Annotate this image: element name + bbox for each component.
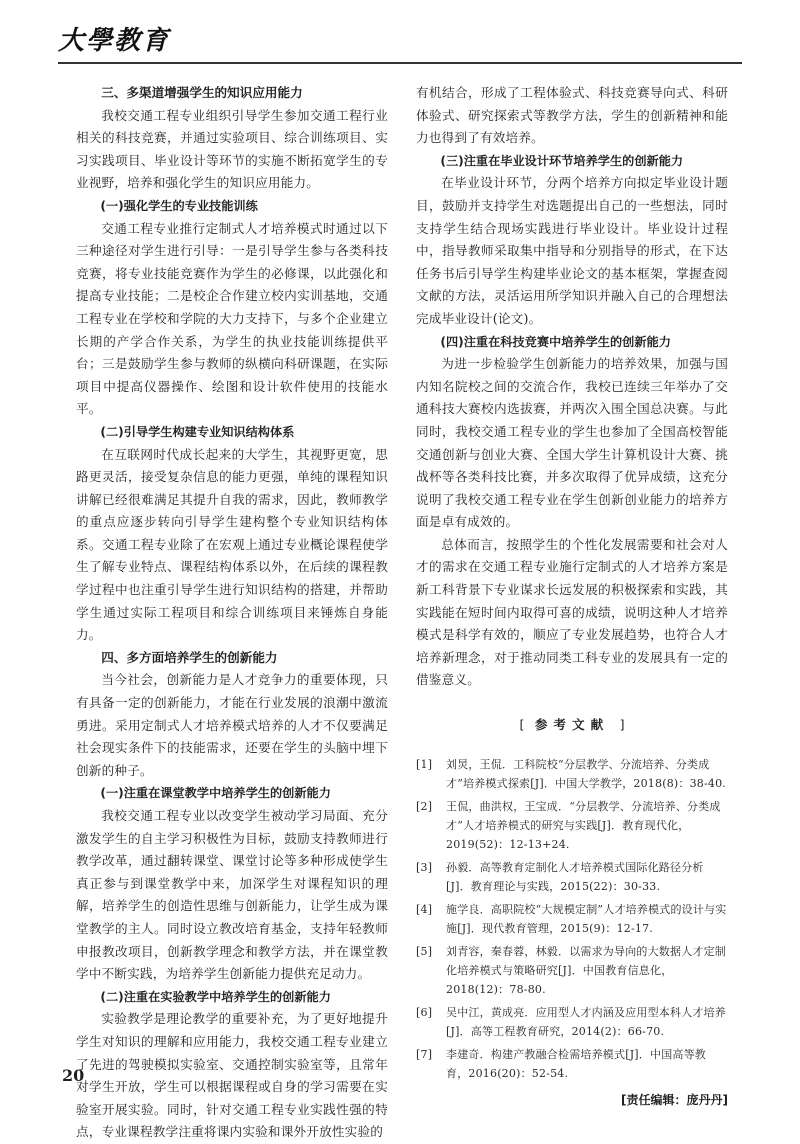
reference-text: 刘炅，王侃．工科院校“分层教学、分流培养、分类成才”培养模式探索[J]．中国大学教学，2018(8)：38-40.: [446, 758, 726, 791]
subsection-4-2-heading: (二)注重在实验教学中培养学生的创新能力: [100, 989, 331, 1004]
subsection-4-4-heading: (四)注重在科技竞赛中培养学生的创新能力: [440, 334, 671, 349]
reference-number: [6]: [416, 1006, 433, 1020]
conclusion-paragraph: 总体而言，按照学生的个性化发展需要和社会对人才的需求在交通工程专业施行定制式的人才培养方案是新工科背景下专业谋求长远发展的积极探索和实践，其实践能在短时间内取得可喜的成绩，说明这种人才培养模式是科学有效的，顺应了专业发展趋势，也符合人才培养新理念，对于推动同类工科专业的发展具有一定的借鉴意义。: [416, 536, 728, 688]
references-bracket-left: [: [519, 717, 525, 733]
reference-number: [1]: [416, 758, 433, 772]
subsection-3-1-heading: (一)强化学生的专业技能训练: [100, 198, 258, 213]
reference-item: [416, 1045, 728, 1083]
reference-text: 施学良．高职院校“大规模定制”人才培养模式的设计与实施[J]．现代教育管理，2015(9)：12-17.: [446, 903, 727, 936]
section-3-paragraph: 我校交通工程专业组织引导学生参加交通工程行业相关的科技竞赛，并通过实验项目、综合训练项目、实习实践项目、毕业设计等环节的实施不断拓宽学生的专业视野，培养和强化学生的知识应用能力。: [76, 107, 388, 191]
section-4-heading: 四、多方面培养学生的创新能力: [101, 649, 278, 665]
reference-item: [416, 942, 728, 999]
reference-number: [4]: [416, 903, 433, 917]
reference-number: [2]: [416, 800, 433, 814]
header-rule: [58, 62, 742, 64]
references-heading-text: 参考文献: [534, 717, 610, 733]
section-4-paragraph: 当今社会，创新能力是人才竞争力的重要体现，只有具备一定的创新能力，才能在行业发展的浪潮中激流勇进。采用定制式人才培养模式培养的人才不仅要满足社会现实条件下的技能需求，还要在学生的头脑中埋下创新的种子。: [76, 672, 388, 778]
reference-text: 吴中江，黄成亮．应用型人才内涵及应用型本科人才培养[J]．高等工程教育研究，2014(2)：66-70.: [446, 1006, 726, 1039]
subsection-3-2-paragraph: 在互联网时代成长起来的大学生，其视野更宽，思路更灵活，接受复杂信息的能力更强，单纯的课程知识讲解已经很难满足其提升自我的需求，因此，教师教学的重点应逐步转向引导学生建构整个专业知识结构体系。交通工程专业除了在宏观上通过专业概论课程使学生了解专业特点、课程结构体系以外，在后续的课程教学过程中也注重引导学生进行知识结构的搭建，并帮助学生通过实际工程项目和综合训练项目来锤炼自身能力。: [76, 446, 388, 643]
reference-list: [416, 755, 728, 1083]
editor-note: [责任编辑：庞丹丹]: [621, 1093, 728, 1108]
subsection-4-1-paragraph: 我校交通工程专业以改变学生被动学习局面、充分激发学生的自主学习积极性为目标，鼓励支持教师进行教学改革，通过翻转课堂、课堂讨论等多种形成使学生真正参与到课堂教学中来，加深学生对课程知识的理解，培养学生的创造性思维与创新能力，让学生成为课堂教学的主人。同时设立教改培育基金，支持年轻教师申报教改项目，创新教学理念和教学方法，并在课堂教学中不断实践，为培养学生创新能力提供充足动力。: [76, 808, 388, 982]
subsection-4-1-heading: (一)注重在课堂教学中培养学生的创新能力: [100, 786, 331, 801]
subsection-3-1-paragraph: 交通工程专业推行定制式人才培养模式时通过以下三种途径对学生进行引导：一是引导学生参与各类科技竞赛，将专业技能竞赛作为学生的必修课，以此强化和提高专业技能；二是校企合作建立校内实训基地，交通工程专业在学校和学院的大力支持下，与多个企业建立长期的产学合作关系，为学生的执业技能训练提供平台；三是鼓励学生参与教师的纵横向科研课题，在实际项目中提高仪器操作、绘图和设计软件使用的技能水平。: [76, 220, 388, 417]
reference-number: [7]: [416, 1048, 433, 1062]
subsection-4-2-continuation: 有机结合，形成了工程体验式、科技竞赛导向式、科研体验式、研究探索式等教学方法，学生的创新精神和能力也得到了有效培养。: [416, 85, 728, 146]
reference-text: 李建奇．构建产教融合检需培养模式[J]．中国高等教育，2016(20)：52-54.: [446, 1048, 706, 1081]
left-column: [76, 82, 388, 1144]
reference-number: [5]: [416, 945, 433, 959]
reference-text: 刘青容，秦春蓉，林毅．以需求为导向的大数据人才定制化培养模式与策略研究[J]．中国教育信息化，2018(12)：78-80.: [446, 945, 726, 997]
reference-item: [416, 797, 728, 854]
journal-logo: 大學教育: [58, 26, 171, 56]
section-3-heading: 三、多渠道增强学生的知识应用能力: [101, 85, 303, 100]
right-column: [416, 82, 728, 1108]
references-heading: [416, 714, 728, 733]
page-number: 20: [62, 1066, 85, 1085]
subsection-3-2-heading: (二)引导学生构建专业知识结构体系: [100, 424, 295, 439]
subsection-4-4-paragraph: 为进一步检验学生创新能力的培养效果，加强与国内知名院校之间的交流合作，我校已连续三年举办了交通科技大赛校内选拔赛，并两次入围全国总决赛。与此同时，我校交通工程专业的学生也参加了全国高校智能交通创新与创业大赛、全国大学生计算机设计大赛、挑战杯等各类科技比赛，并多次取得了优异成绩，这充分说明了我校交通工程专业在学生创新创业能力的培养方面是卓有成效的。: [416, 356, 728, 530]
subsection-4-3-paragraph: 在毕业设计环节，分两个培养方向拟定毕业设计题目，鼓励并支持学生对选题提出自己的一些想法，同时支持学生结合现场实践进行毕业设计。毕业设计过程中，指导教师采取集中指导和分别指导的形式，在下达任务书后引导学生构建毕业论文的基本框架，掌握查阅文献的方法，灵活运用所学知识并融入自己的合理想法完成毕业设计(论文)。: [416, 175, 728, 326]
reference-text: 孙毅．高等教育定制化人才培养模式国际化路径分析[J]．教育理论与实践，2015(22)：30-33.: [446, 861, 704, 894]
subsection-4-3-heading: (三)注重在毕业设计环节培养学生的创新能力: [440, 153, 684, 168]
subsection-4-2-paragraph: 实验教学是理论教学的重要补充，为了更好地提升学生对知识的理解和应用能力，我校交通工程专业建立了先进的驾驶模拟实验室、交通控制实验室等，且常年对学生开放，学生可以根据课程或自身的学习需要在实验室开展实验。同时，针对交通工程专业实践性强的特点，专业课程教学注重将课内实验和课外开放性实验的: [76, 1011, 388, 1140]
reference-text: 王侃，曲洪权，王宝成．“分层教学、分流培养、分类成才”人才培养模式的研究与实践[J]．教育现代化，2019(52)：12-13+24.: [446, 800, 721, 852]
references-bracket-right: ]: [619, 717, 625, 733]
reference-number: [3]: [416, 861, 433, 875]
reference-item: [416, 900, 728, 938]
masthead: [58, 20, 742, 68]
reference-item: [416, 858, 728, 896]
reference-item: [416, 1003, 728, 1041]
reference-item: [416, 755, 728, 793]
